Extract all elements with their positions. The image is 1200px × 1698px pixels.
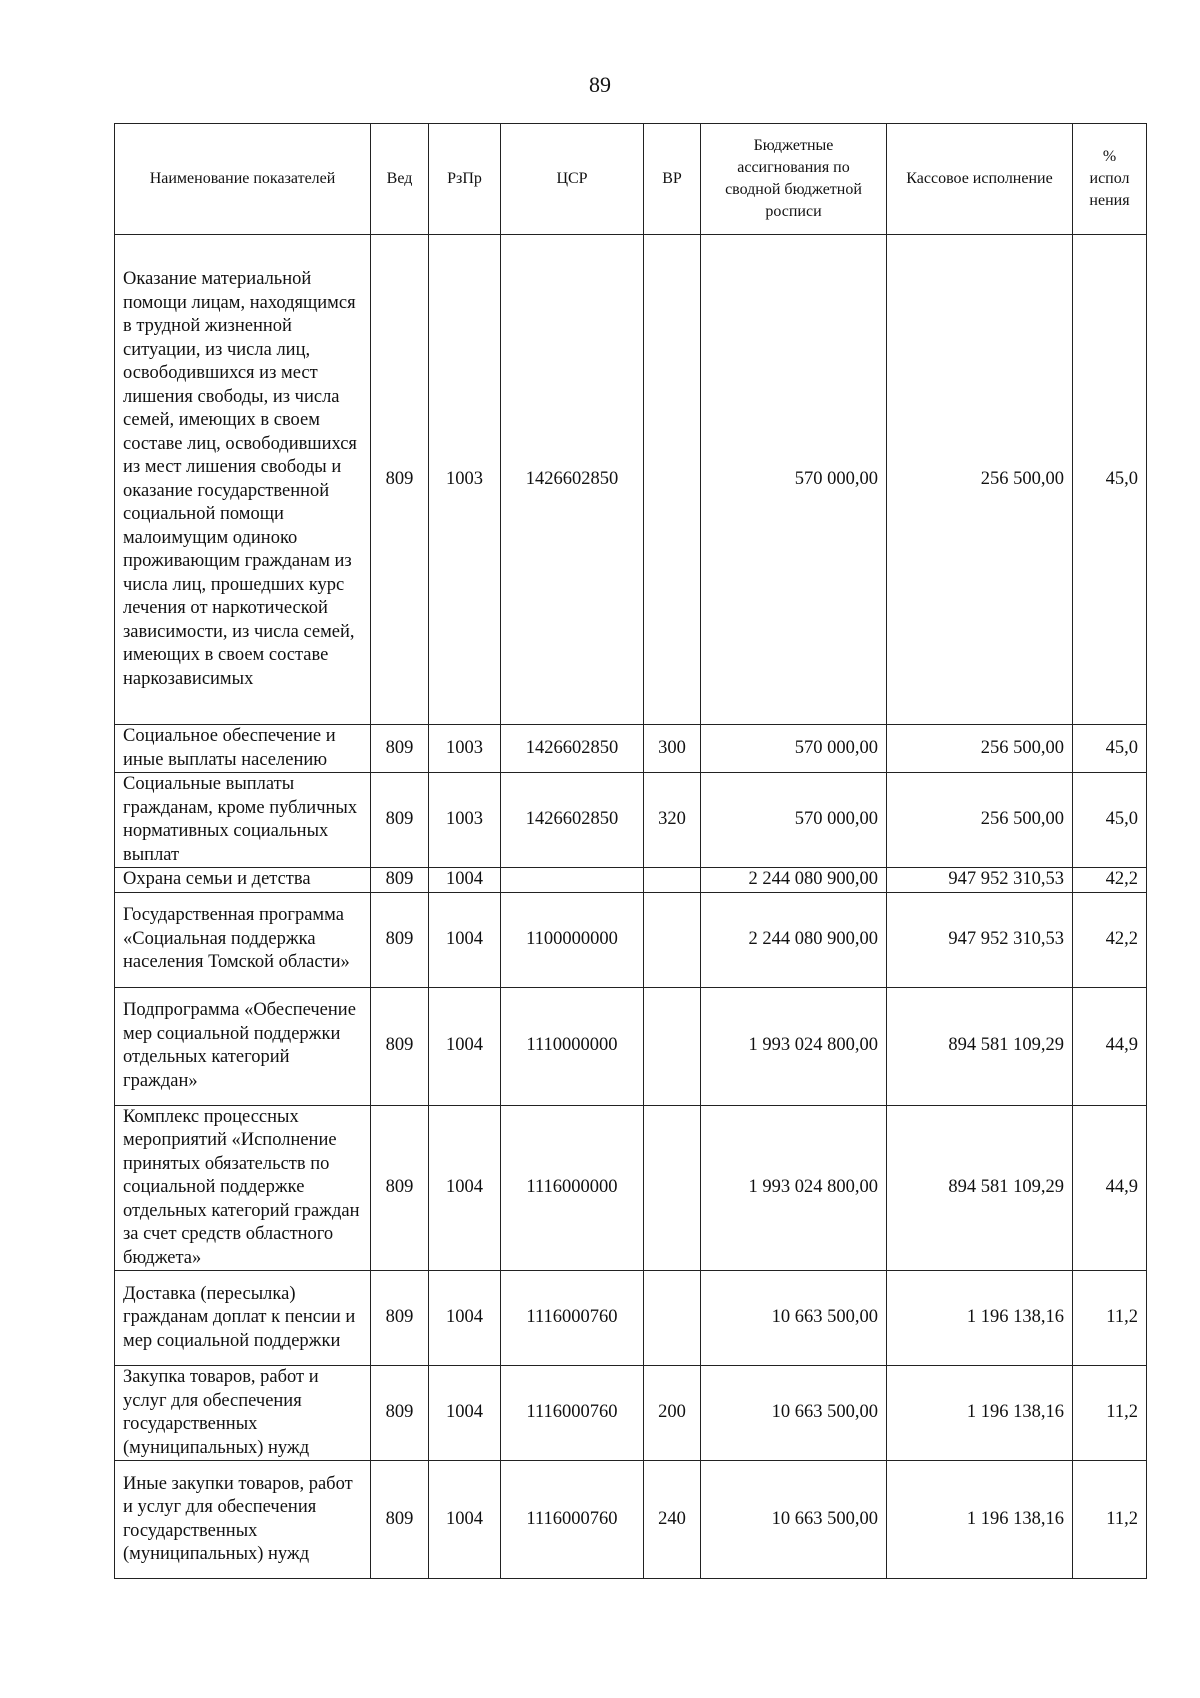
row-csr: 1110000000 xyxy=(501,987,644,1105)
row-rzpr: 1004 xyxy=(429,892,501,987)
header-budget: Бюджетные ассигнования по сводной бюджетной росписи xyxy=(701,124,887,235)
header-cash: Кассовое исполнение xyxy=(887,124,1073,235)
table-row xyxy=(115,725,1147,773)
header-ved: Вед xyxy=(371,124,429,235)
row-csr: 1116000760 xyxy=(501,1461,644,1579)
row-vr xyxy=(644,868,701,893)
row-cash: 894 581 109,29 xyxy=(887,1105,1073,1271)
row-name: Комплекс процессных мероприятий «Исполнение принятых обязательств по социальной поддержке отдельных категорий граждан за счет средств областного бюджета» xyxy=(115,1105,371,1271)
row-cash: 1 196 138,16 xyxy=(887,1366,1073,1461)
row-rzpr: 1004 xyxy=(429,1366,501,1461)
row-cash: 256 500,00 xyxy=(887,773,1073,868)
table-row xyxy=(115,773,1147,868)
row-pct: 45,0 xyxy=(1073,725,1147,773)
row-rzpr: 1004 xyxy=(429,1105,501,1271)
row-csr: 1426602850 xyxy=(501,235,644,725)
row-rzpr: 1004 xyxy=(429,1461,501,1579)
page-number: 89 xyxy=(589,72,611,97)
row-budget: 2 244 080 900,00 xyxy=(701,892,887,987)
header-pct: % испол нения xyxy=(1073,124,1147,235)
table-row xyxy=(115,987,1147,1105)
row-vr: 200 xyxy=(644,1366,701,1461)
table-row xyxy=(115,1461,1147,1579)
header-csr: ЦСР xyxy=(501,124,644,235)
header-rzpr: РзПр xyxy=(429,124,501,235)
row-name: Социальные выплаты гражданам, кроме публичных нормативных социальных выплат xyxy=(115,773,371,868)
row-name: Охрана семьи и детства xyxy=(115,868,371,893)
row-ved: 809 xyxy=(371,892,429,987)
row-ved: 809 xyxy=(371,235,429,725)
row-ved: 809 xyxy=(371,868,429,893)
row-pct: 44,9 xyxy=(1073,987,1147,1105)
row-pct: 44,9 xyxy=(1073,1105,1147,1271)
row-vr xyxy=(644,987,701,1105)
row-name: Подпрограмма «Обеспечение мер социальной поддержки отдельных категорий граждан» xyxy=(115,987,371,1105)
row-vr: 320 xyxy=(644,773,701,868)
budget-table xyxy=(114,123,1147,1579)
row-budget: 570 000,00 xyxy=(701,773,887,868)
header-vr: ВР xyxy=(644,124,701,235)
row-ved: 809 xyxy=(371,987,429,1105)
row-vr xyxy=(644,1271,701,1366)
row-vr xyxy=(644,1105,701,1271)
row-cash: 256 500,00 xyxy=(887,725,1073,773)
header-row xyxy=(115,124,1147,235)
row-name: Оказание материальной помощи лицам, находящимся в трудной жизненной ситуации, из числа лиц, освободившихся из мест лишения свободы, из числа семей, имеющих в своем составе лиц, освободившихся из мест лишения свободы и оказание государственной социальной помощи малоимущим одиноко проживающим гражданам из числа лиц, прошедших курс лечения от наркотической зависимости, из числа семей, имеющих в своем составе наркозависимых xyxy=(115,235,371,725)
row-rzpr: 1003 xyxy=(429,725,501,773)
row-rzpr: 1003 xyxy=(429,235,501,725)
row-pct: 11,2 xyxy=(1073,1271,1147,1366)
row-name: Государственная программа «Социальная поддержка населения Томской области» xyxy=(115,892,371,987)
row-vr: 300 xyxy=(644,725,701,773)
row-ved: 809 xyxy=(371,1366,429,1461)
row-cash: 947 952 310,53 xyxy=(887,868,1073,893)
row-vr: 240 xyxy=(644,1461,701,1579)
row-ved: 809 xyxy=(371,725,429,773)
row-rzpr: 1003 xyxy=(429,773,501,868)
table-row xyxy=(115,235,1147,725)
row-cash: 1 196 138,16 xyxy=(887,1271,1073,1366)
row-ved: 809 xyxy=(371,773,429,868)
row-vr xyxy=(644,235,701,725)
row-rzpr: 1004 xyxy=(429,1271,501,1366)
row-name: Иные закупки товаров, работ и услуг для обеспечения государственных (муниципальных) нужд xyxy=(115,1461,371,1579)
row-budget: 570 000,00 xyxy=(701,235,887,725)
row-rzpr: 1004 xyxy=(429,987,501,1105)
row-csr: 1100000000 xyxy=(501,892,644,987)
row-name: Социальное обеспечение и иные выплаты населению xyxy=(115,725,371,773)
table-row xyxy=(115,892,1147,987)
table-row xyxy=(115,1105,1147,1271)
row-pct: 11,2 xyxy=(1073,1461,1147,1579)
row-csr: 1426602850 xyxy=(501,725,644,773)
row-pct: 42,2 xyxy=(1073,892,1147,987)
row-ved: 809 xyxy=(371,1461,429,1579)
row-budget: 1 993 024 800,00 xyxy=(701,1105,887,1271)
table-row xyxy=(115,868,1147,893)
row-pct: 45,0 xyxy=(1073,773,1147,868)
row-budget: 1 993 024 800,00 xyxy=(701,987,887,1105)
table-row xyxy=(115,1271,1147,1366)
row-cash: 894 581 109,29 xyxy=(887,987,1073,1105)
header-name: Наименование показателей xyxy=(115,124,371,235)
row-budget: 2 244 080 900,00 xyxy=(701,868,887,893)
row-cash: 256 500,00 xyxy=(887,235,1073,725)
row-name: Доставка (пересылка) гражданам доплат к пенсии и мер социальной поддержки xyxy=(115,1271,371,1366)
row-rzpr: 1004 xyxy=(429,868,501,893)
row-cash: 947 952 310,53 xyxy=(887,892,1073,987)
row-name: Закупка товаров, работ и услуг для обеспечения государственных (муниципальных) нужд xyxy=(115,1366,371,1461)
row-csr: 1116000000 xyxy=(501,1105,644,1271)
row-csr: 1116000760 xyxy=(501,1271,644,1366)
row-pct: 11,2 xyxy=(1073,1366,1147,1461)
row-budget: 10 663 500,00 xyxy=(701,1366,887,1461)
row-budget: 10 663 500,00 xyxy=(701,1271,887,1366)
row-csr: 1116000760 xyxy=(501,1366,644,1461)
row-ved: 809 xyxy=(371,1271,429,1366)
table-row xyxy=(115,1366,1147,1461)
row-csr xyxy=(501,868,644,893)
row-cash: 1 196 138,16 xyxy=(887,1461,1073,1579)
row-pct: 45,0 xyxy=(1073,235,1147,725)
row-csr: 1426602850 xyxy=(501,773,644,868)
row-budget: 570 000,00 xyxy=(701,725,887,773)
row-ved: 809 xyxy=(371,1105,429,1271)
row-pct: 42,2 xyxy=(1073,868,1147,893)
row-budget: 10 663 500,00 xyxy=(701,1461,887,1579)
row-vr xyxy=(644,892,701,987)
